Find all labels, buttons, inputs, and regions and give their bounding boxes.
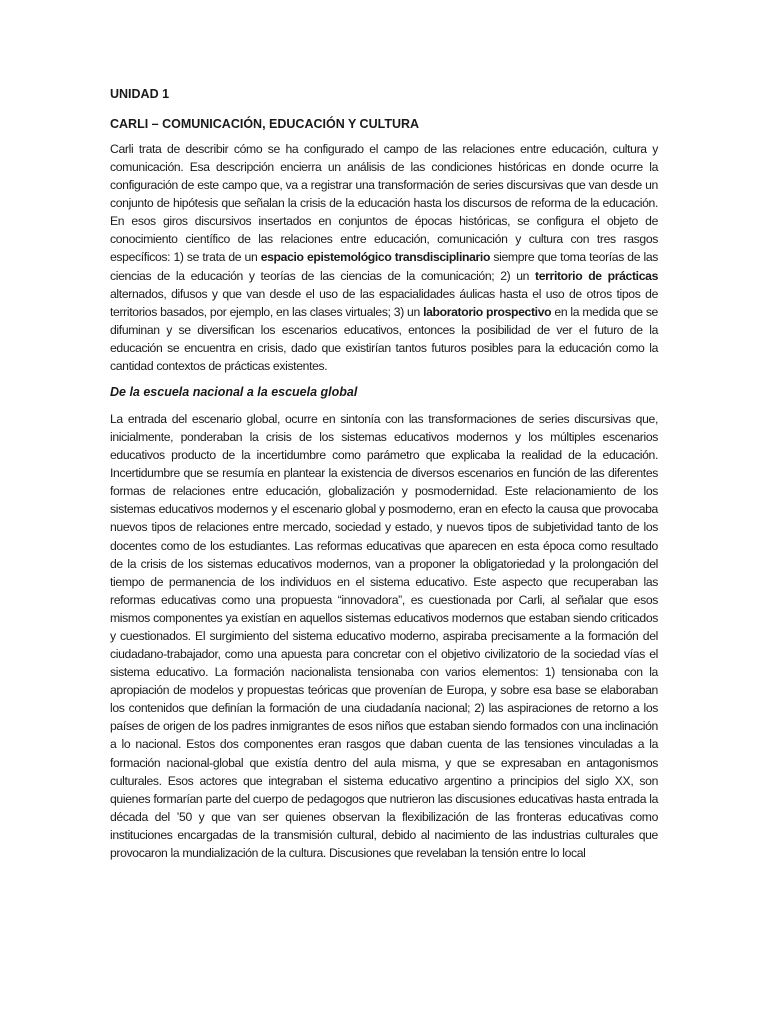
unit-title: UNIDAD 1 — [110, 87, 170, 101]
body-paragraph: La entrada del escenario global, ocurre en sintonía con las transformaciones de series discursivas que, inicialmente, ponderaban la crisis de los sistemas educativos modernos y los múltiples escenarios educativos producto de la incertidumbre como parámetro que explicaba la realidad de la educación. Incertidumbre que se resumía en plantear la existencia de diversos escenarios en función de las diferentes formas de relaciones entre educación, globalización y posmodernidad. Este relacionamiento de los sistemas educativos modernos y el escenario global y posmoderno, eran en efecto la causa que provocaba nuevos tipos de relaciones entre mercado, sociedad y estado, y nuevos tipos de subjetividad tanto de los docentes como de los estudiantes. Las reformas educativas que aparecen en esta época como resultado de la crisis de los sistemas educativos modernos, van a proponer la obligatoriedad y la prolongación del tiempo de permanencia de los individuos en el sistema educativo. Este aspecto que recuperaban las reformas educativas como una propuesta “innovadora”, es cuestionada por Carli, al señalar que esos mismos componentes ya existían en aquellos sistemas educativos modernos que estaban siendo criticados y cuestionados. El surgimiento del sistema educativo moderno, aspiraba precisamente a la formación del ciudadano-trabajador, como una apuesta para concretar con el objetivo civilizatorio de la sociedad vías el sistema educativo. La formación nacionalista tensionaba con varios elementos: 1) tensionaba con la apropiación de modelos y propuestas teóricas que provenían de Europa, y sobre esa base se elaboraban los contenidos que definían la formación de una ciudadanía nacional; 2) las aspiraciones de retorno a los países de origen de los padres inmigrantes de esos niños que estaban siendo formados con una inclinación a lo nacional. Estos dos componentes eran rasgos que daban cuenta de las tensiones vinculadas a la formación nacional-global que existía dentro del aula misma, y que se expresaban en antagonismos culturales. Esos actores que integraban el sistema educativo argentino a principios del siglo XX, son quienes formarían parte del cuerpo de pedagogos que nutrieron las discusiones educativas hasta entrada la década del ’50 y que van ser quienes observan la flexibilización de las fronteras educativas como instituciones encargadas de la transmisión cultural, debido al nacimiento de las industrias culturales que provocaron la mundialización de la cultura. Discusiones que revelaban la tensión entre lo local — [110, 412, 658, 860]
intro-text-1: Carli trata de describir cómo se ha configurado el campo de las relaciones entre educación, cultura y comunicación. Esa descripción encierra un análisis de las condiciones históricas en donde ocurre la configuración de este campo que, va a registrar una transformación de series discursivas que van desde un conjunto de hipótesis que señalan la crisis de la educación hasta los discursos de reforma de la educación. En esos giros discursivos insertados en conjuntos de épocas históricas, se configura el objeto de conocimiento científico de las relaciones entre educación, comunicación y cultura con tres rasgos específicos: 1) se trata de un — [110, 142, 658, 265]
subsection-title: De la escuela nacional a la escuela global — [110, 385, 358, 400]
bold-term-espacio: espacio epistemológico transdisciplinario — [260, 250, 491, 265]
intro-text-3: alternados, difusos y que van desde el uso de las espacialidades áulicas hasta el uso de otros tipos de territorios basados, por ejemplo, en las clases virtuales; 3) un — [110, 286, 658, 319]
intro-paragraph — [110, 140, 658, 375]
bold-term-laboratorio: laboratorio prospectivo — [423, 304, 552, 319]
bold-term-territorio: territorio de prácticas — [535, 268, 658, 283]
intro-text-4: en la medida que se difuminan y se diversifican los escenarios educativos, entonces la posibilidad de ver el futuro de la educación se encuentra en crisis, dado que existirían tantos futuros posibles para la educación como la cantidad contextos de prácticas existentes. — [110, 304, 658, 373]
intro-text-2: siempre que toma teorías de las ciencias de la educación y teorías de las ciencias de la comunicación; 2) un — [110, 250, 658, 283]
document-page — [110, 86, 658, 871]
section-title: CARLI – COMUNICACIÓN, EDUCACIÓN Y CULTURA — [110, 117, 420, 131]
